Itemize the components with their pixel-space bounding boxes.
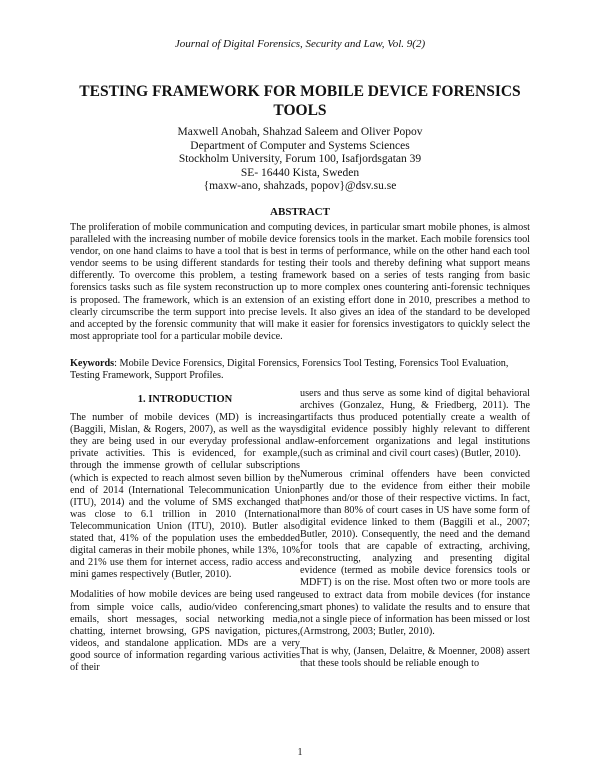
body-paragraph: That is why, (Jansen, Delaitre, & Moenner, 2008) assert that these tools should be reliable enough to: [300, 645, 530, 669]
right-column: [300, 388, 530, 678]
body-paragraph: Modalities of how mobile devices are being used range from simple voice calls, audio/video conferencing, emails, short messages, social networking media, chatting, internet browsing, GPS navigation, pictures, videos, and standalone application. MDs are a very good source of information regarding various activities of their: [70, 589, 300, 673]
author-names: Maxwell Anobah, Shahzad Saleem and Oliver Popov: [177, 126, 423, 138]
abstract-text: The proliferation of mobile communication and computing devices, in particular smart mobile phones, is almost paralleled with the increasing number of mobile device forensics tools in the market. Each mobile forensics tool vendor, on one hand claims to have a tool that is best in terms of performance, while on the other hand each tool vendor seems to be using different standards for testing their tools and thereby defining what support means differently. To overcome this problem, a testing framework based on a series of tests ranging from basic forensics tasks such as file system reconstruction up to more complex ones countering anti-forensic techniques is proposed. The framework, which is an extension of an existing effort done in 2010, prescribes a method to clearly circumscribe the term support into precise levels. It also gives an idea of the standard to be developed and accepted by the forensic community that will make it easier for forensics investigators to quickly select the most appropriate tool for a particular mobile device.: [70, 222, 530, 342]
keywords: [70, 358, 530, 382]
page-number: 1: [297, 747, 303, 758]
left-column: [70, 388, 300, 682]
author-department: Department of Computer and Systems Sciences: [190, 139, 410, 152]
keywords-label: Keywords: [70, 358, 115, 369]
author-block: [0, 126, 600, 194]
body-paragraph: users and thus serve as some kind of digital behavioral archives (Gonzalez, Hung, & Friedberg, 2011). The artifacts thus produced potentially create a wealth of digital evidence possibly highly relevant to different law-enforcement organizations and legal institutions (such as criminal and civil court cases) (Butler, 2010).: [300, 388, 530, 460]
body-paragraph: The number of mobile devices (MD) is increasing (Baggili, Mislan, & Rogers, 2007), as well as the ways they are being used in our everyday professional and private activities. This is evidenced, for example, through the immense growth of cellular subscriptions (which is expected to reach almost seven billion by the end of 2014 (International Telecommunication Union (ITU), 2014) and the volume of SMS exchanged that was close to 6.1 trillion in 2010 (International Telecommunication Union (ITU), 2010). Butler also stated that, 41% of the population uses the embedded digital cameras in their mobile phones, while 13%, 10% and 21% use them for internet access, radio access and mini games respectively (Butler, 2010).: [70, 412, 300, 581]
body-paragraph: Numerous criminal offenders have been convicted partly due to the evidence from either their mobile phones and/or those of their respective victims. In fact, more than 80% of court cases in US have some form of digital evidence linked to them (Baggili et al., 2007; Butler, 2010). Consequently, the need and the demand for tools that are capable of extracting, archiving, reconstructing, analyzing and presenting digital evidence (termed as mobile device forensics tools or MDFT) is on the rise. Most often two or more tools are used to extract data from mobile devices (for instance smart phones) to validate the results and to ensure that not a single piece of information has been missed or lost (Armstrong, 2003; Butler, 2010).: [300, 468, 530, 637]
keywords-text: : Mobile Device Forensics, Digital Forensics, Forensics Tool Testing, Forensics Tool Evaluation, Testing Framework, Support Profiles.: [70, 358, 509, 382]
author-emails: {maxw-ano, shahzads, popov}@dsv.su.se: [203, 180, 397, 192]
journal-header: Journal of Digital Forensics, Security and Law, Vol. 9(2): [174, 38, 426, 50]
paper-title: TESTING FRAMEWORK FOR MOBILE DEVICE FORENSICS TOOLS: [79, 83, 521, 119]
author-city: SE- 16440 Kista, Sweden: [240, 166, 360, 179]
author-university: Stockholm University, Forum 100, Isafjordsgatan 39: [178, 153, 422, 165]
abstract-heading: ABSTRACT: [270, 206, 330, 218]
section-heading: 1. INTRODUCTION: [137, 394, 233, 405]
